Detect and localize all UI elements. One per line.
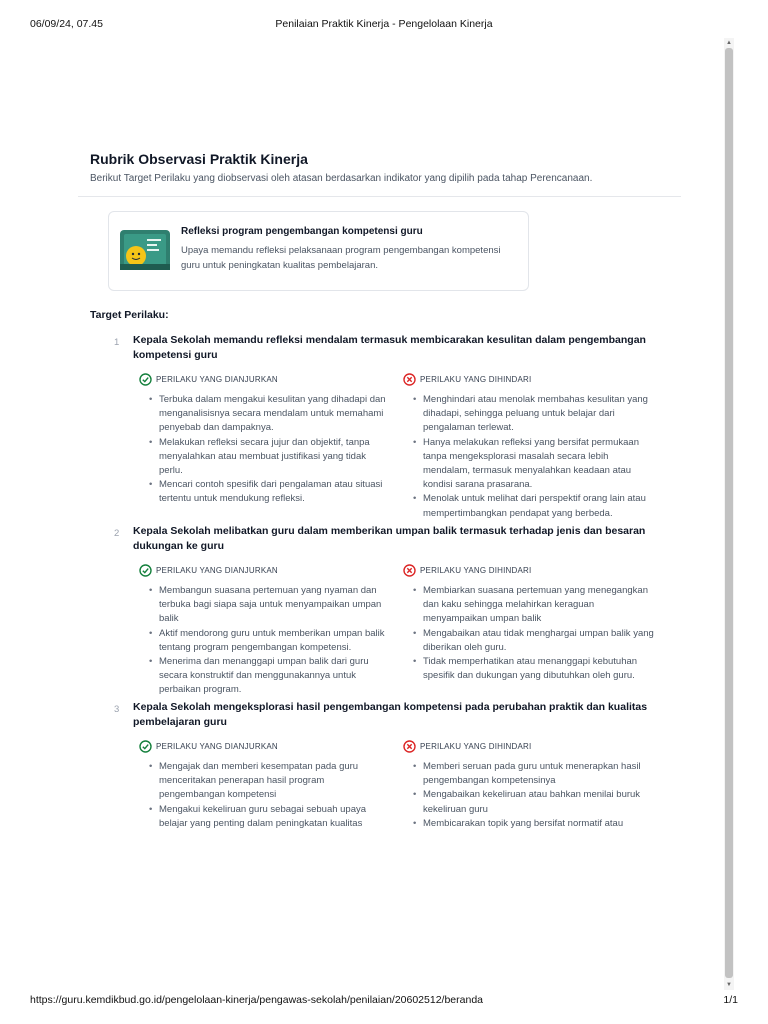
x-circle-icon [403, 564, 416, 577]
x-circle-icon [403, 740, 416, 753]
avoided-item: • Menghindari atau menolak membahas kesulitan yang dihadapi, sehingga peluang untuk belajar dari pengalaman terlewat. [413, 393, 655, 436]
behavior-number: 3 [114, 704, 120, 715]
x-circle-icon [403, 373, 416, 386]
recommended-label: PERILAKU YANG DIANJURKAN [156, 741, 278, 751]
print-page-number: 1/1 [723, 994, 738, 1006]
avoided-item: • Tidak memperhatikan atau menanggapi kebutuhan spesifik dan dukungan yang dibutuhkan oleh guru. [413, 655, 655, 683]
avoided-item: • Memberi seruan pada guru untuk menerapkan hasil pengembangan kompetensinya [413, 760, 655, 788]
recommended-item: • Mencari contoh spesifik dari pengalaman atau situasi tertentu untuk mendukung refleksi. [149, 478, 391, 506]
recommended-item: • Membangun suasana pertemuan yang nyaman dan terbuka bagi siapa saja untuk menyampaikan umpan balik [149, 584, 391, 627]
target-behavior-label: Target Perilaku: [90, 309, 169, 321]
check-circle-icon [139, 564, 152, 577]
print-page-title: Penilaian Praktik Kinerja - Pengelolaan Kinerja [275, 18, 493, 30]
avoided-label: PERILAKU YANG DIHINDARI [420, 374, 532, 384]
rubric-title: Rubrik Observasi Praktik Kinerja [90, 151, 308, 167]
print-datetime: 06/09/24, 07.45 [30, 18, 103, 30]
scroll-up-arrow-icon[interactable]: ▲ [726, 40, 732, 46]
rubric-description: Berikut Target Perilaku yang diobservasi oleh atasan berdasarkan indikator yang dipilih pada tahap Perencanaan. [90, 173, 593, 184]
print-footer [0, 994, 768, 1010]
recommended-label: PERILAKU YANG DIANJURKAN [156, 374, 278, 384]
recommended-item: • Mengajak dan memberi kesempatan pada guru menceritakan penerapan hasil program pengembangan kompetensi [149, 760, 391, 803]
check-circle-icon [139, 740, 152, 753]
avoided-label: PERILAKU YANG DIHINDARI [420, 741, 532, 751]
scroll-down-arrow-icon[interactable]: ▼ [726, 982, 732, 988]
indicator-card [108, 211, 529, 291]
vertical-scrollbar[interactable] [724, 38, 734, 990]
recommended-item: • Mengakui kekeliruan guru sebagai sebuah upaya belajar yang penting dalam peningkatan kualitas [149, 803, 391, 831]
recommended-label: PERILAKU YANG DIANJURKAN [156, 565, 278, 575]
recommended-item: • Menerima dan menanggapi umpan balik dari guru secara konstruktif dan menggunakannya untuk perbaikan program. [149, 655, 391, 698]
avoided-item: • Membiarkan suasana pertemuan yang menegangkan dan kaku sehingga melahirkan keraguan menyampaikan umpan balik [413, 584, 655, 627]
avoided-label: PERILAKU YANG DIHINDARI [420, 565, 532, 575]
print-url: https://guru.kemdikbud.go.id/pengelolaan-kinerja/pengawas-sekolah/penilaian/20602512/beranda [30, 994, 483, 1006]
recommended-item: • Terbuka dalam mengakui kesulitan yang dihadapi dan menganalisisnya secara mendalam untuk memahami penyebab dan dampaknya. [149, 393, 391, 436]
avoided-item: • Hanya melakukan refleksi yang bersifat permukaan tanpa mengeksplorasi masalah secara lebih mendalam, termasuk menyalahkan keadaan atau kondisi sarana prasarana. [413, 436, 655, 493]
check-circle-icon [139, 373, 152, 386]
behavior-title: Kepala Sekolah mengeksplorasi hasil pengembangan kompetensi pada perubahan praktik dan kualitas pembelajaran guru [133, 701, 648, 728]
print-header [0, 18, 768, 34]
behavior-title: Kepala Sekolah melibatkan guru dalam memberikan umpan balik termasuk terhadap jenis dan besaran dukungan ke guru [133, 525, 646, 552]
avoided-item: • Mengabaikan atau tidak menghargai umpan balik yang diberikan oleh guru. [413, 627, 655, 655]
recommended-item: • Melakukan refleksi secara jujur dan objektif, tanpa menyalahkan atau membuat justifikasi yang tidak perlu. [149, 436, 391, 479]
section-divider [78, 196, 681, 197]
indicator-illustration-icon [120, 230, 170, 270]
scroll-thumb[interactable] [725, 48, 733, 978]
avoided-item: • Menolak untuk melihat dari perspektif orang lain atau mempertimbangkan pendapat yang berbeda. [413, 492, 655, 520]
behavior-title: Kepala Sekolah memandu refleksi mendalam termasuk membicarakan kesulitan dalam pengembangan kompetensi guru [133, 334, 646, 361]
avoided-item: • Membicarakan topik yang bersifat normatif atau [413, 817, 655, 831]
recommended-item: • Aktif mendorong guru untuk memberikan umpan balik tentang program pengembangan kompetensi. [149, 627, 391, 655]
indicator-title: Refleksi program pengembangan kompetensi guru [181, 226, 423, 237]
indicator-description: Upaya memandu refleksi pelaksanaan program pengembangan kompetensi guru untuk peningkatan kualitas pembelajaran. [181, 245, 501, 271]
avoided-item: • Mengabaikan kekeliruan atau bahkan menilai buruk kekeliruan guru [413, 788, 655, 816]
behavior-number: 1 [114, 337, 120, 348]
behavior-number: 2 [114, 528, 120, 539]
